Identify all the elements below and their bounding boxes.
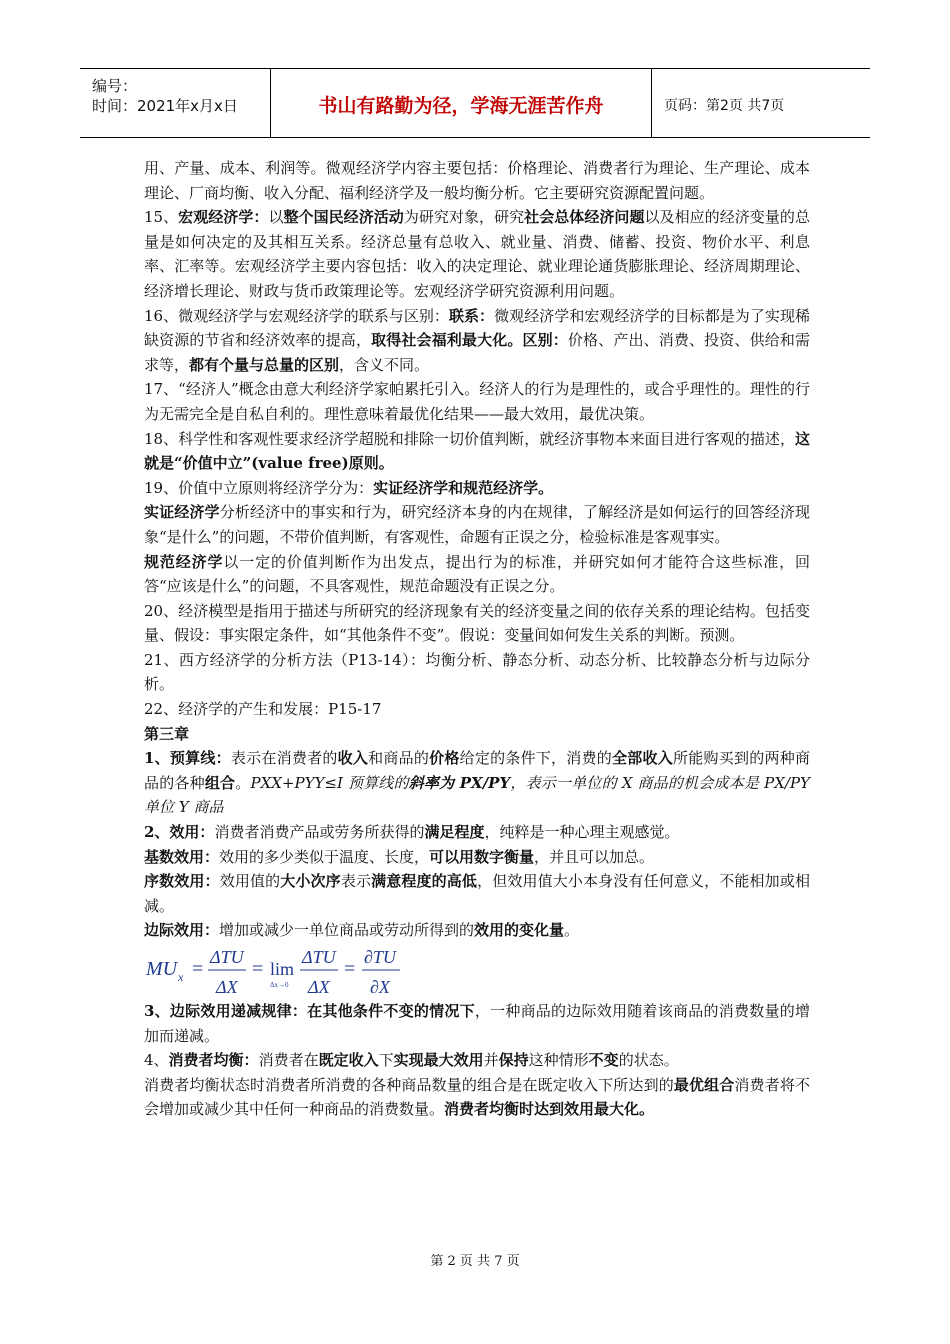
marginal-utility-formula [144, 943, 810, 999]
formula-equals-3: = [344, 958, 356, 980]
text-run: 所能购买到的两种商品的各种 [144, 749, 810, 792]
text-run: 效用值的 [219, 872, 281, 891]
text-run: 消费者消费产品或劳务所获得的 [214, 823, 425, 842]
paragraph-economic-model: 20、经济模型是指用于描述与所研究的经济现象有关的经济变量之间的依存关系的理论结构。包括变量、假设：事实限定条件，如“其他条件不变”。假说：变量间如何发生关系的判断。预测。 [144, 601, 810, 645]
paragraph-history: 22、经济学的产生和发展：P15-17 [144, 700, 382, 719]
text-run: ，但效用值大小本身没有任何意义，不能相加或相减。 [144, 872, 810, 915]
text-run: 下 [378, 1051, 394, 1070]
text-run: 并 [483, 1051, 499, 1070]
emphasis-text: 可以用数字衡量 [429, 847, 535, 866]
emphasis-text: 满意程度的高低 [371, 872, 478, 891]
formula-lim: lim [270, 959, 295, 979]
emphasis-text: 大小次序 [280, 872, 341, 891]
text-run: 价格、产出、消费、投资、供给和需求等， [144, 331, 810, 374]
document-body [144, 156, 810, 1122]
paragraph-equilibrium-state [144, 1073, 810, 1122]
header-left-cell [80, 69, 271, 137]
text-run: 。 [564, 921, 580, 940]
text-run: ，含义不同。 [339, 355, 430, 374]
emphasis-text: 整个国民经济活动 [283, 208, 404, 227]
formula-mu: MU [146, 958, 178, 980]
text-run: ，并且可以加总。 [534, 847, 655, 866]
paragraph-consumer-equilibrium [144, 1048, 810, 1073]
emphasis-text: 最优组合 [673, 1075, 735, 1094]
text-run: 给定的条件下，消费的 [459, 749, 613, 768]
paragraph-economic-man: 17、“经济人”概念由意大利经济学家帕累托引入。经济人的行为是理性的，或合乎理性的。理性的行为无需完全是自私自利的。理性意味着最优化结果——最大效用，最优决策。 [144, 380, 810, 423]
text-run: 这种情形 [528, 1051, 589, 1070]
emphasis-text: 消费者均衡时达到效用最大化。 [444, 1100, 655, 1119]
header-right-cell [652, 69, 870, 137]
text-run: 为研究对象，研究 [403, 208, 525, 227]
term-heading: 1、预算线： [144, 749, 231, 768]
formula-numerator-1: ΔTU [210, 947, 244, 967]
emphasis-text: 都有个量与总量的区别 [189, 355, 340, 374]
formula-numerator-2: ΔTU [302, 947, 336, 967]
text-run: 表示在消费者的 [230, 749, 338, 768]
term-heading: 规范经济学 [144, 552, 224, 571]
text-run: 消费者在 [258, 1051, 319, 1070]
text-run: 以及相应的经济变量的总量是如何决定的及其相互关系。经济总量有总收入、就业量、消费、储蓄、投资、物价水平、利息率、汇率等。宏观经济学主要内容包括：收入的决定理论、就业理论通货膨胀理论、经济周期理论、经济增长理论、财政与货币政策理论等。宏观经济学研究资源利用问题。 [144, 208, 810, 300]
text-run: 以一定的价值判断作为出发点，提出行为的标准，并研究如何才能符合这些标准，回答“应该是什么”的问题，不具客观性，规范命题没有正误之分。 [144, 552, 810, 596]
emphasis-text: 保持 [498, 1051, 529, 1070]
paragraph-value-free [144, 427, 810, 476]
paragraph-positive-economics [144, 500, 810, 549]
formula-equals-2: = [252, 958, 264, 980]
page-footer: 第 2 页 共 7 页 [430, 1254, 520, 1269]
header-motto: 书山有路勤为径，学海无涯苦作舟 [318, 95, 604, 117]
paragraph-utility [144, 820, 810, 845]
term-heading: 序数效用： [144, 872, 220, 891]
paragraph-normative-economics [144, 550, 810, 599]
italic-text: PXX+PYY≤I 预算线的 [250, 773, 409, 792]
term-heading: 2、效用： [144, 823, 215, 842]
term-heading: 实证经济学 [144, 503, 220, 522]
header-motto-cell [271, 69, 652, 137]
emphasis-text: 价格 [429, 749, 460, 768]
header-page-info: 页码：第2页 共7页 [664, 98, 785, 114]
paragraph-economics-division [144, 476, 810, 501]
item-number: 15、 [144, 208, 179, 227]
emphasis-text: 满足程度 [424, 823, 485, 842]
text-run: 表示 [340, 872, 372, 891]
italic-text: ，表示一单位的 X 商品的机会成本是 PX/PY 单位 Y 商品 [144, 773, 810, 817]
emphasis-text: 实证经济学和规范经济学。 [373, 478, 554, 497]
text-run: 以 [268, 208, 284, 227]
page-header [80, 68, 870, 138]
emphasis-text: 收入 [337, 749, 369, 768]
emphasis-text: 联系： [448, 306, 495, 325]
emphasis-text: 这就是“价值中立”(value free)原则。 [144, 429, 810, 473]
text-run: 和商品的 [368, 749, 430, 768]
text-run: 增加或减少一单位商品或劳动所得到的 [219, 921, 475, 940]
emphasis-text: 不变 [588, 1051, 619, 1070]
emphasis-text: 组合 [204, 773, 236, 792]
formula-subscript-x: x [178, 970, 184, 984]
term-heading: 宏观经济学： [178, 208, 269, 227]
formula-svg [144, 943, 424, 999]
term-heading: 边际效用： [144, 921, 220, 940]
paragraph-marginal-utility [144, 918, 810, 943]
term-heading: 3、边际效用递减规律：在其他条件不变的情况下 [144, 1002, 475, 1020]
emphasis-text: 全部收入 [612, 749, 674, 768]
paragraph-micro-macro-relation [144, 304, 810, 378]
formula-denominator-1: ΔX [216, 977, 238, 997]
text-run: ，纯粹是一种心理主观感觉。 [484, 823, 680, 842]
emphasis-text: 社会总体经济问题 [524, 208, 645, 227]
text-run: 消费者均衡状态时消费者所消费的各种商品数量的组合是在既定收入下所达到的 [144, 1075, 674, 1094]
document-time-label: 时间：2021年x月x日 [92, 97, 238, 115]
text-run: 。 [235, 773, 251, 792]
paragraph-micro-content: 用、产量、成本、利润等。微观经济学内容主要包括：价格理论、消费者行为理论、生产理论、成本理论、厂商均衡、收入分配、福利经济学及一般均衡分析。它主要研究资源配置问题。 [144, 159, 810, 202]
text-run: 效用的多少类似于温度、长度， [219, 847, 430, 866]
text-run: 16、微观经济学与宏观经济学的联系与区别： [144, 306, 449, 325]
text-run: 微观经济学和宏观经济学的目标都是为了实现稀缺资源的节省和经济效率的提高， [144, 306, 810, 350]
term-heading: 基数效用： [144, 847, 220, 866]
paragraph-analysis-methods: 21、西方经济学的分析方法（P13-14）：均衡分析、静态分析、动态分析、比较静态分析与边际分析。 [144, 650, 810, 694]
emphasis-text: 取得社会福利最大化。区别： [371, 331, 568, 350]
text-run: 18、科学性和客观性要求经济学超脱和排除一切价值判断，就经济事物本来面目进行客观的描述， [144, 429, 795, 448]
chapter-heading: 第三章 [144, 724, 190, 743]
emphasis-text: 效用的变化量 [474, 921, 565, 940]
term-heading: 消费者均衡： [168, 1051, 259, 1070]
formula-equals-1: = [192, 958, 204, 980]
italic-emphasis-text: 斜率为 PX/PY [408, 773, 511, 792]
formula-numerator-3: ∂TU [364, 947, 396, 967]
paragraph-budget-line [144, 746, 810, 820]
formula-lim-subscript: Δx→0 [270, 981, 289, 989]
paragraph-macroeconomics [144, 205, 810, 303]
text-run: 的状态。 [618, 1051, 679, 1070]
emphasis-text: 既定收入 [318, 1051, 379, 1070]
formula-denominator-2: ΔX [308, 977, 330, 997]
paragraph-ordinal-utility [144, 869, 810, 918]
text-run: ，一种商品的边际效用随着该商品的消费数量的增加而递减。 [144, 1002, 810, 1045]
text-run: 19、价值中立原则将经济学分为： [144, 478, 374, 497]
formula-denominator-3: ∂X [370, 977, 390, 997]
emphasis-text: 实现最大效用 [393, 1051, 484, 1070]
paragraph-cardinal-utility [144, 845, 810, 870]
paragraph-diminishing-marginal-utility [144, 999, 810, 1048]
document-number-label: 编号： [92, 77, 138, 95]
text-run: 消费者将不会增加或减少其中任何一种商品的消费数量。 [144, 1075, 810, 1119]
item-number: 4、 [144, 1051, 169, 1070]
text-run: 分析经济中的事实和行为，研究经济本身的内在规律，了解经济是如何运行的回答经济现象“是什么”的问题，不带价值判断，有客观性，命题有正误之分，检验标准是客观事实。 [144, 503, 810, 546]
